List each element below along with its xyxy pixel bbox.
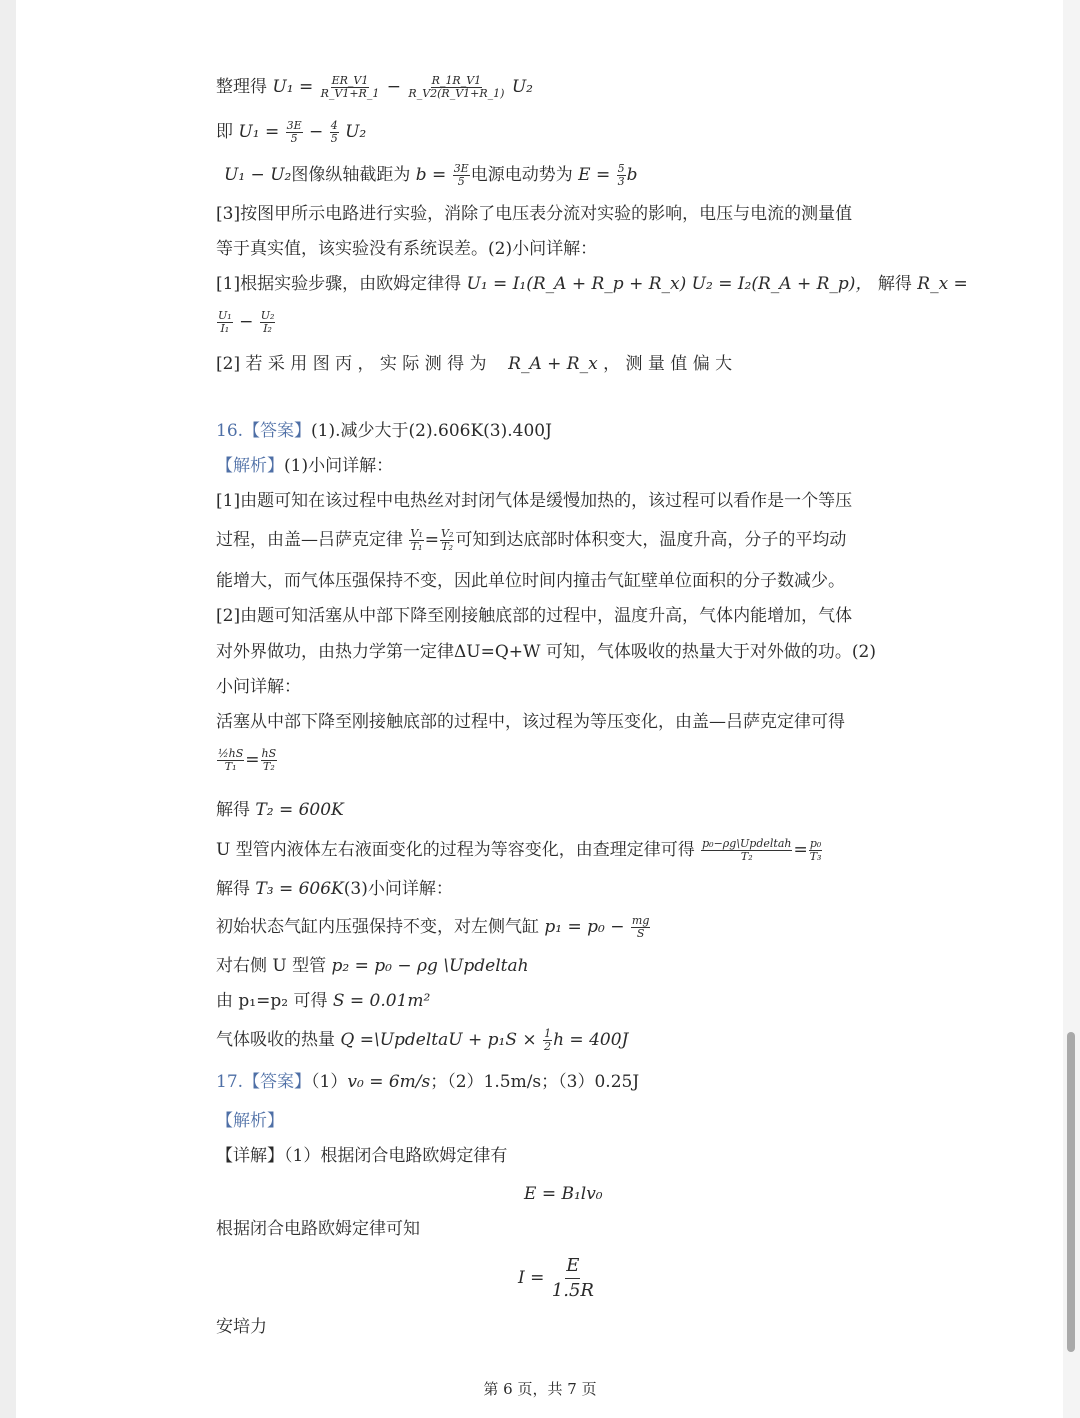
numerator: ER_V1 xyxy=(331,74,369,87)
analysis-tag: 【解析】 xyxy=(216,456,284,476)
text: （1）根据闭合电路欧姆定律有 xyxy=(284,1146,508,1166)
q16-solve-2 xyxy=(216,878,453,900)
text: 对右侧 U 型管 xyxy=(216,956,327,976)
denominator: T₃ xyxy=(809,850,822,863)
operator: − xyxy=(239,312,254,332)
fraction xyxy=(217,310,233,335)
denominator: 5 xyxy=(330,132,338,145)
paragraph-line: 对外界做功，由热力学第一定律ΔU=Q+W 可知，气体吸收的热量大于对外做的功。(2) xyxy=(216,642,876,662)
formula: T₂ = 600K xyxy=(255,800,344,820)
line-7 xyxy=(216,310,276,335)
paragraph-line: 小问详解： xyxy=(216,677,301,697)
numerator: mg xyxy=(631,914,650,927)
text: 解得 xyxy=(216,800,250,820)
denominator: R_V1+R_1 xyxy=(320,87,380,100)
question-number: 17. xyxy=(216,1072,244,1092)
q16-charles xyxy=(216,838,823,863)
formula: T₃ = 606K xyxy=(255,879,344,899)
formula: U₁ − U₂ xyxy=(224,165,292,185)
denominator: 1.5R xyxy=(551,1280,594,1301)
text: 由 p₁=p₂ 可得 xyxy=(216,991,328,1011)
q17-answer xyxy=(216,1071,639,1093)
denominator: 5 xyxy=(457,175,465,188)
analysis-tag: 【解析】 xyxy=(216,1111,284,1131)
operator: − xyxy=(386,77,401,97)
scrollbar[interactable] xyxy=(1063,0,1080,1418)
paragraph-line: 能增大，而气体压强保持不变，因此单位时间内撞击气缸壁单位面积的分子数减少。 xyxy=(216,571,845,591)
line-2 xyxy=(216,120,366,145)
numerator: 4 xyxy=(330,119,338,132)
denominator: I₁ xyxy=(220,322,230,335)
text: 解得 xyxy=(877,274,912,294)
numerator: V₁ xyxy=(410,527,423,540)
numerator: R_1R_V1 xyxy=(431,74,482,87)
formula: U₁ = I₁(R_A + R_p + R_x) U₂ = I₂(R_A + R_p)， xyxy=(466,274,873,294)
line-6 xyxy=(216,273,968,295)
text: 即 xyxy=(216,122,233,142)
detail-tag: 【详解】 xyxy=(216,1146,284,1166)
denominator: T₂ xyxy=(740,850,753,863)
fraction xyxy=(440,528,454,553)
fraction xyxy=(631,915,650,940)
formula: U₂ xyxy=(345,122,367,142)
text: 初始状态气缸内压强保持不变，对左侧气缸 xyxy=(216,917,539,937)
formula: E = xyxy=(578,165,611,185)
fraction xyxy=(286,120,303,145)
fraction xyxy=(330,120,339,145)
formula: b = xyxy=(415,165,447,185)
text: [2] 若 采 用 图 丙 ， 实 际 测 得 为 xyxy=(216,354,487,374)
fraction xyxy=(809,838,823,863)
q16-equation-1 xyxy=(216,748,278,773)
formula: b xyxy=(626,165,638,185)
text: （1） xyxy=(311,1072,348,1092)
paragraph-line: 安培力 xyxy=(216,1317,267,1337)
formula: v₀ = 6m/s xyxy=(347,1072,431,1092)
text: 整理得 xyxy=(216,77,267,97)
denominator: R_V2(R_V1+R_1) xyxy=(408,87,505,100)
page-footer: 第 6 页，共 7 页 xyxy=(483,1380,597,1398)
paragraph-line: 等于真实值，该实验没有系统误差。(2)小问详解： xyxy=(216,239,598,259)
fraction xyxy=(261,748,278,773)
numerator: hS xyxy=(261,747,277,760)
numerator: V₂ xyxy=(441,527,454,540)
numerator: 3E xyxy=(453,162,469,175)
q17-equation-current xyxy=(518,1254,596,1303)
scrollbar-thumb[interactable] xyxy=(1067,1032,1075,1352)
text: (1)小问详解： xyxy=(284,456,394,476)
denominator: T₂ xyxy=(262,760,275,773)
q16-analysis xyxy=(216,455,393,477)
paragraph-line: [2]由题可知活塞从中部下降至刚接触底部的过程中，温度升高，气体内能增加，气体 xyxy=(216,606,853,626)
q16-q xyxy=(216,1028,628,1053)
q17-equation-emf xyxy=(524,1183,603,1205)
line-8 xyxy=(216,353,732,375)
numerator: U₂ xyxy=(260,309,275,322)
text: 气体吸收的热量 xyxy=(216,1030,335,1050)
fraction xyxy=(320,75,381,100)
operator: = xyxy=(245,750,260,770)
text: 电源电动势为 xyxy=(470,165,573,185)
numerator: 3E xyxy=(286,119,302,132)
denominator: I₂ xyxy=(263,322,272,335)
formula: p₁ = p₀ − xyxy=(544,917,625,937)
denominator: 5 xyxy=(290,132,298,145)
numerator: p₀ xyxy=(809,837,822,850)
question-number: 16. xyxy=(216,421,244,441)
formula: U₁ = xyxy=(272,77,314,97)
text: ；（2）1.5m/s；（3）0.25J xyxy=(430,1072,640,1092)
denominator: 3 xyxy=(617,175,625,188)
denominator: 2 xyxy=(544,1040,552,1053)
q16-line-gaylussac xyxy=(216,528,846,553)
fraction xyxy=(407,75,505,100)
denominator: T₁ xyxy=(410,540,423,553)
formula: R_x = xyxy=(917,274,968,294)
numerator: p₀−ρg\Updeltah xyxy=(702,837,792,850)
paragraph-line: [1]由题可知在该过程中电热丝对封闭气体是缓慢加热的，该过程可以看作是一个等压 xyxy=(216,491,853,511)
answer-tag: 【答案】 xyxy=(243,421,312,441)
q17-detail xyxy=(216,1145,507,1167)
formula: I = xyxy=(518,1268,545,1288)
fraction xyxy=(617,163,626,188)
formula: U₁ = xyxy=(238,122,280,142)
formula: p₂ = p₀ − ρg \Updeltah xyxy=(331,956,529,976)
formula: Q =\UpdeltaU + p₁S × xyxy=(340,1030,537,1050)
operator: − xyxy=(309,122,324,142)
paragraph-line: [3]按图甲所示电路进行实验，消除了电压表分流对实验的影响，电压与电流的测量值 xyxy=(216,204,853,224)
q16-p1 xyxy=(216,915,651,940)
fraction xyxy=(217,748,244,773)
denominator: T₁ xyxy=(224,760,237,773)
text: 解得 xyxy=(216,879,250,899)
formula: S = 0.01m² xyxy=(332,991,431,1011)
q16-p2 xyxy=(216,955,529,977)
text: U 型管内液体左右液面变化的过程为等容变化，由查理定律可得 xyxy=(216,840,695,860)
denominator: S xyxy=(636,927,645,940)
q16-s xyxy=(216,990,430,1012)
answer-text: (1).减少大于(2).606K(3).400J xyxy=(311,421,552,441)
q16-solve-1 xyxy=(216,799,344,821)
text: 图像纵轴截距为 xyxy=(291,165,411,185)
operator: = xyxy=(793,840,808,860)
paragraph-line: 根据闭合电路欧姆定律可知 xyxy=(216,1219,420,1239)
text: [1]根据实验步骤，由欧姆定律得 xyxy=(216,274,462,294)
fraction xyxy=(543,1028,552,1053)
fraction xyxy=(551,1254,595,1303)
denominator: T₂ xyxy=(441,540,454,553)
document-page xyxy=(16,0,1063,1418)
line-1 xyxy=(216,75,533,100)
text: 过程，由盖—吕萨克定律 xyxy=(216,530,403,550)
text: ， 测 量 值 偏 大 xyxy=(603,354,733,374)
formula: U₂ xyxy=(511,77,533,97)
answer-tag: 【答案】 xyxy=(243,1072,312,1092)
numerator: E xyxy=(565,1254,580,1279)
fraction xyxy=(409,528,423,553)
fraction xyxy=(701,838,792,863)
fraction xyxy=(260,310,276,335)
numerator: 1 xyxy=(544,1027,552,1040)
numerator: ½hS xyxy=(218,747,244,760)
formula: h = 400J xyxy=(553,1030,629,1050)
text: (3)小问详解： xyxy=(343,879,453,899)
paragraph-line: 活塞从中部下降至刚接触底部的过程中，该过程为等压变化，由盖—吕萨克定律可得 xyxy=(216,712,845,732)
formula: R_A + R_x xyxy=(508,354,598,374)
text: 可知到达底部时体积变大，温度升高，分子的平均动 xyxy=(455,530,847,550)
operator: = xyxy=(424,530,440,550)
fraction xyxy=(453,163,470,188)
line-3 xyxy=(224,163,637,188)
numerator: U₁ xyxy=(218,309,232,322)
numerator: 5 xyxy=(617,162,625,175)
q16-answer xyxy=(216,420,552,442)
formula: E = B₁lv₀ xyxy=(524,1184,603,1204)
